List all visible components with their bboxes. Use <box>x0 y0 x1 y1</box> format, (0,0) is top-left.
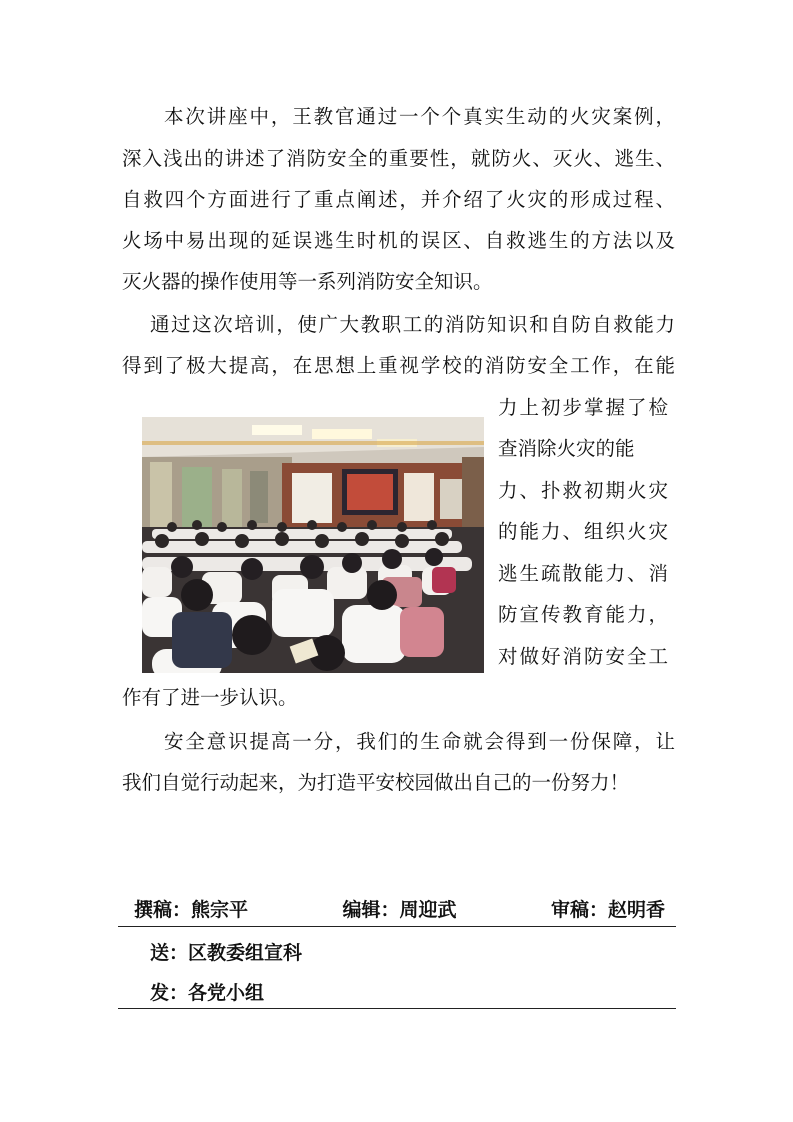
para2-line-end: 作有了进一步认识。 <box>122 686 298 709</box>
para3-line-1: 安全意识提高一分，我们的生命就会得到一份保障，让 <box>164 730 675 753</box>
para2-side-line-3: 力、扑救初期火灾 <box>498 479 668 502</box>
footer-rule-top <box>118 926 676 927</box>
para2-side-line-6: 防宣传教育能力， <box>498 603 668 626</box>
para2-side-line-5: 逃生疏散能力、消 <box>498 562 668 585</box>
para3-line-2: 我们自觉行动起来，为打造平安校园做出自己的一份努力！ <box>122 771 630 794</box>
send-to: 送：区教委组宣科 <box>150 942 303 964</box>
distribute-to: 发：各党小组 <box>150 982 265 1004</box>
para1-line-3: 自救四个方面进行了重点阐述，并介绍了火灾的形成过程、 <box>122 188 675 211</box>
para2-side-line-1: 力上初步掌握了检 <box>498 396 668 419</box>
para1-line-2: 深入浅出的讲述了消防安全的重要性，就防火、灭火、逃生、 <box>122 147 675 170</box>
para2-side-line-2: 查消除火灾的能 <box>498 437 635 460</box>
para2-line-1: 通过这次培训，使广大教职工的消防知识和自防自救能力 <box>150 313 675 336</box>
para2-side-line-4: 的能力、组织火灾 <box>498 520 668 543</box>
para1-line-5: 灭火器的操作使用等一系列消防安全知识。 <box>122 270 493 293</box>
credits-row <box>122 896 675 924</box>
para2-line-2: 得到了极大提高，在思想上重视学校的消防安全工作，在能 <box>122 354 675 377</box>
para1-line-4: 火场中易出现的延误逃生时机的误区、自救逃生的方法以及 <box>122 229 675 252</box>
reviewer-credit: 审稿：赵明香 <box>550 899 665 921</box>
editor-credit: 编辑：周迎武 <box>342 899 457 921</box>
footer-rule-bottom <box>118 1008 676 1009</box>
lecture-photo <box>142 417 484 673</box>
para1-line-1: 本次讲座中，王教官通过一个个真实生动的火灾案例， <box>164 105 675 128</box>
author-credit: 撰稿：熊宗平 <box>134 899 249 921</box>
para2-side-line-7: 对做好消防安全工 <box>498 645 668 668</box>
